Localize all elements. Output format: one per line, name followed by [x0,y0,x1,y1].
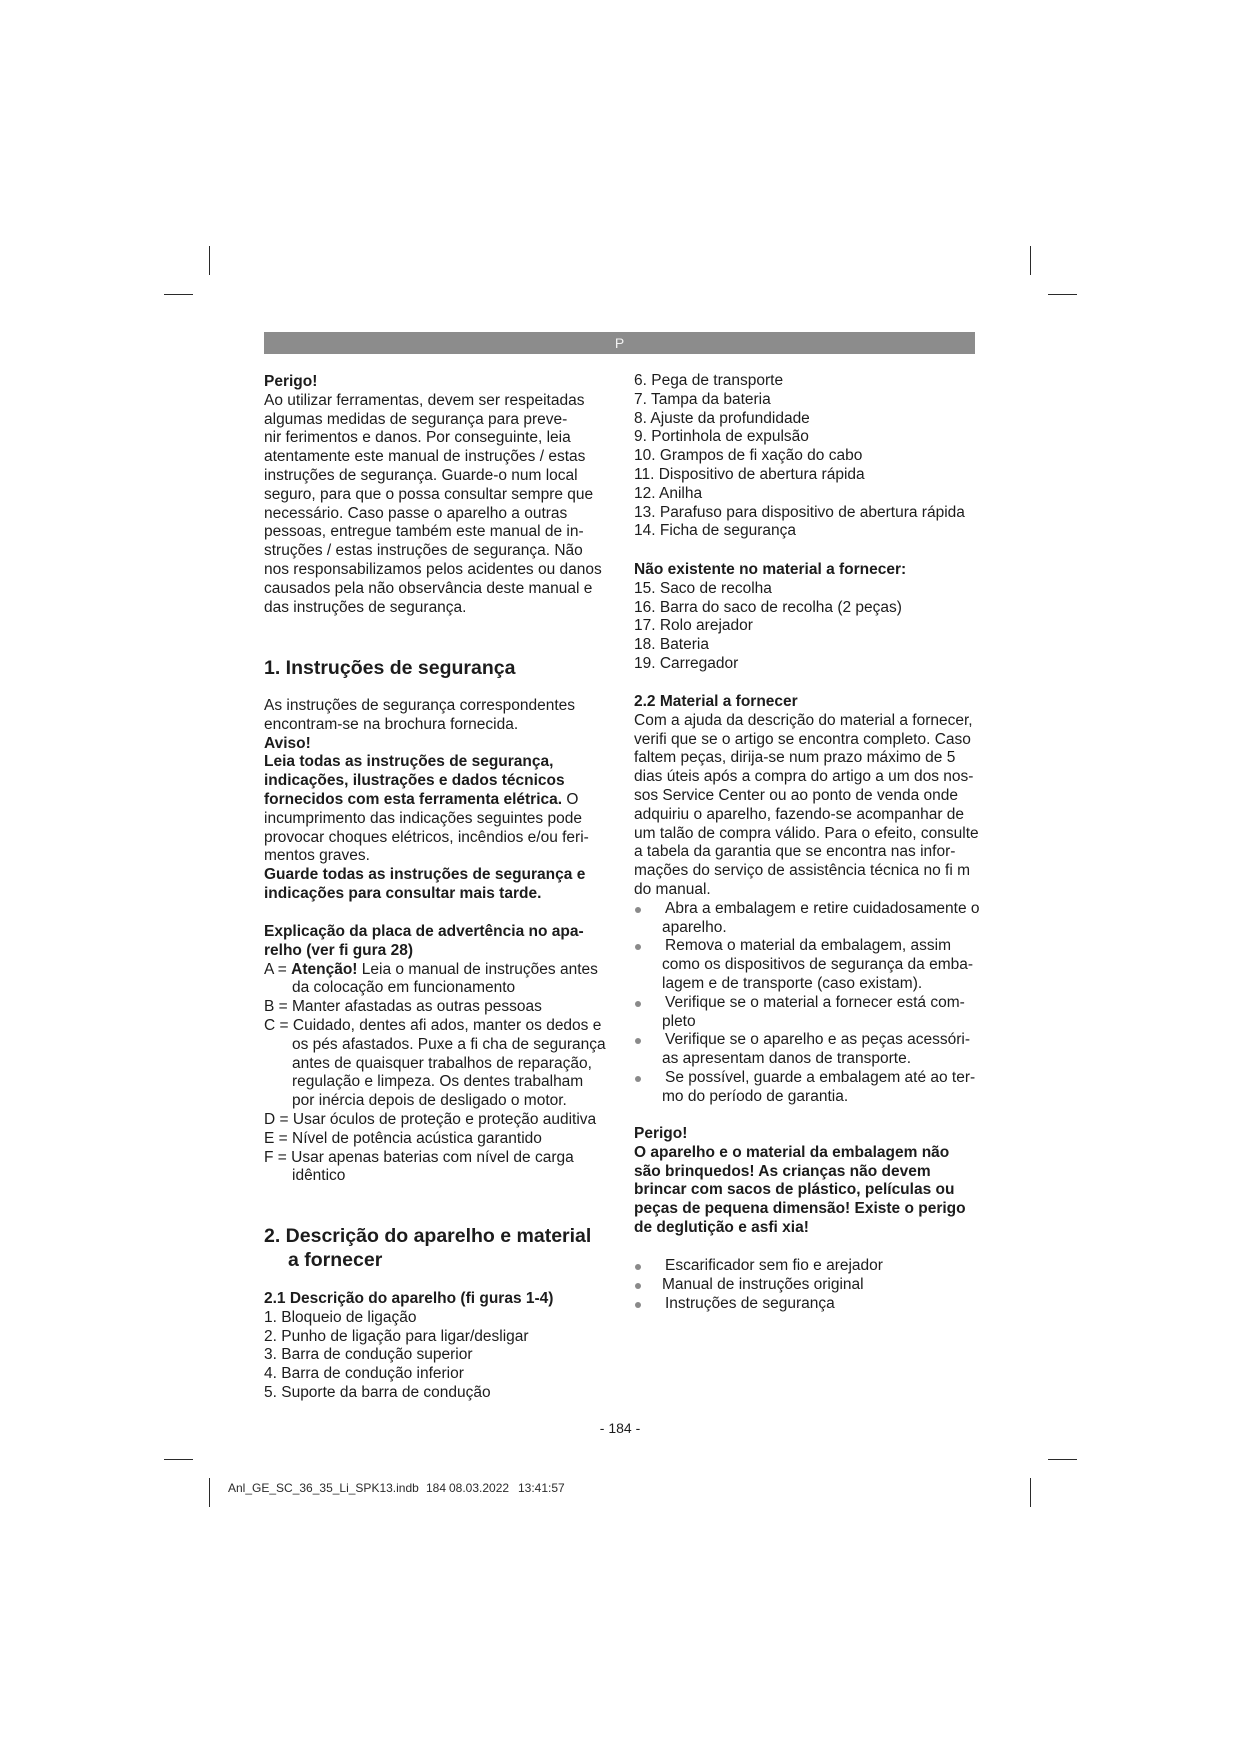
delivery-scope-line: verifi que se o artigo se encontra completo. Caso [634,730,971,748]
item-key: F = [264,1148,287,1166]
warning-text-line: incumprimento das indicações seguintes pode [264,809,582,827]
bullet-item [634,1257,883,1276]
safety-intro-line: encontram-se na brochura fornecida. [264,715,519,733]
bullet-icon [635,1264,641,1270]
not-included-item: 15. Saco de recolha [634,579,772,597]
bullet-text: Verifique se o aparelho e as peças acessóri- [665,1031,971,1049]
warning-text-line: mentos graves. [264,847,370,865]
part-list-item: 6. Pega de transporte [634,372,784,389]
item-key: D = [264,1110,289,1128]
section-2-heading-line: a fornecer [288,1248,383,1271]
item-text: idêntico [292,1167,346,1185]
not-included-item: 18. Bateria [634,636,709,654]
item-text: Leia o manual de instruções antes [361,960,598,978]
section-1-heading: 1. Instruções de segurança [264,657,516,679]
item-text: Usar óculos de proteção e proteção auditiva [292,1110,597,1128]
delivery-scope-line: adquiriu o aparelho, fazendo-se acompanhar de [634,805,965,823]
bullet-text: Abra a embalagem e retire cuidadosamente o [665,899,980,917]
warning-title: Aviso! [264,734,311,752]
bullet-text: aparelho. [662,918,727,936]
crop-mark-top-right-horizontal [1048,294,1077,295]
danger-packaging-line: brincar com sacos de plástico, películas ou [634,1181,955,1199]
item-key: A = [264,960,287,978]
part-list-item: 5. Suporte da barra de condução [264,1383,491,1401]
bullet-icon [635,1283,641,1289]
footer-file-name: Anl_GE_SC_36_35_Li_SPK13.indb [228,1481,419,1495]
bullet-icon [635,1302,641,1308]
safety-instructions [264,697,589,904]
part-list-item: 1. Bloqueio de ligação [264,1308,417,1326]
crop-mark-bottom-left-vertical [209,1478,210,1507]
item-key: C = [264,1016,289,1034]
danger-intro-line: struções / estas instruções de segurança. Não [264,542,583,560]
danger-intro-line: pessoas, entregue também este manual de in- [264,523,584,541]
part-list-item: 9. Portinhola de expulsão [634,428,809,446]
item-text: regulação e limpeza. Os dentes trabalham [292,1073,584,1091]
bullet-text: Verifique se o material a fornecer está com- [665,993,965,1011]
delivery-scope [634,693,980,1107]
not-included-item: 16. Barra do saco de recolha (2 peças) [634,598,902,616]
part-list-item: 8. Ajuste da profundidade [634,409,810,427]
part-list-item: 4. Barra de condução inferior [264,1365,464,1383]
bullet-item [634,1295,883,1314]
bullet-item [634,1276,883,1295]
part-list-item: 3. Barra de condução superior [264,1346,473,1364]
warning-bold-line: indicações, ilustrações e dados técnicos [264,772,565,790]
warning-plate-title: relho (ver fi gura 28) [264,941,414,959]
part-list-item: 14. Ficha de segurança [634,522,796,540]
page-number: - 184 - [599,1420,641,1436]
delivery-scope-line: faltem peças, dirija-se num prazo máximo de 5 [634,749,956,767]
bullet-item [634,937,980,993]
crop-mark-top-right-vertical [1030,246,1031,275]
part-list-item: 13. Parafuso para dispositivo de abertura rápida [634,503,965,521]
crop-mark-bottom-right-vertical [1030,1478,1031,1507]
bullet-item [634,900,980,938]
item-key: E = [264,1129,288,1147]
footer-page: 184 [426,1481,447,1495]
safety-intro-line: As instruções de segurança correspondentes [264,697,576,714]
delivery-scope-title: 2.2 Material a fornecer [634,693,798,710]
device-description [264,1290,553,1403]
warning-plate-explanation [264,923,606,1186]
delivery-scope-line: Com a ajuda da descrição do material a fornecer, [634,711,973,729]
danger-packaging-title: Perigo! [634,1125,688,1142]
bullet-icon [635,944,641,950]
bullet-item [634,1031,980,1069]
bullet-icon [635,1038,641,1044]
danger-intro-line: atentamente este manual de instruções / estas [264,448,586,466]
warning-bold-line: Leia todas as instruções de segurança, [264,753,554,771]
not-included-item: 19. Carregador [634,654,739,672]
item-text: antes de quaisquer trabalhos de reparação, [292,1054,592,1072]
part-list-item: 2. Punho de ligação para ligar/desligar [264,1327,529,1345]
not-included-list [634,561,906,674]
crop-mark-top-left-horizontal [164,294,193,295]
bullet-item [634,994,980,1032]
item-text: os pés afastados. Puxe a fi cha de segurança [292,1035,606,1053]
delivery-scope-line: do manual. [634,880,711,898]
danger-packaging-line: peças de pequena dimensão! Existe o perigo [634,1200,966,1218]
delivery-item: Escarificador sem fio e arejador [665,1257,883,1274]
danger-intro-line: necessário. Caso passe o aparelho a outras [264,504,568,522]
danger-packaging-line: O aparelho e o material da embalagem não [634,1143,950,1161]
item-text: Nível de potência acústica garantido [292,1129,542,1147]
bullet-text: lagem e de transporte (caso existam). [662,974,923,992]
delivery-scope-line: sos Service Center ou ao ponto de venda onde [634,786,959,804]
item-text: Cuidado, dentes afi ados, manter os dedos e [292,1016,602,1034]
warning-plate-item-a [264,961,606,980]
part-list-item: 11. Dispositivo de abertura rápida [634,465,865,483]
bullet-text: pleto [662,1012,696,1030]
keep-instructions-line: Guarde todas as instruções de segurança e [264,866,586,884]
part-list-item: 12. Anilha [634,484,703,502]
section-2-heading-line: 2. Descrição do aparelho e material [264,1225,592,1247]
warning-mixed-line [264,791,589,810]
danger-intro-line: instruções de segurança. Guarde-o num local [264,466,578,484]
bullet-text: como os dispositivos de segurança da emba- [662,956,974,974]
section-2-heading [264,1225,591,1272]
bullet-text: Se possível, guarde a embalagem até ao ter- [665,1068,976,1086]
part-list-item: 7. Tampa da bateria [634,390,771,408]
footer-time: 13:41:57 [518,1481,565,1495]
not-included-item: 17. Rolo arejador [634,617,753,635]
bullet-text: Remova o material da embalagem, assim [665,937,952,955]
item-text: Manter afastadas as outras pessoas [292,998,542,1016]
danger-packaging-line: são brinquedos! As crianças não devem [634,1162,931,1180]
bullet-text: as apresentam danos de transporte. [662,1050,912,1068]
bullet-icon [635,1076,641,1082]
keep-instructions-line: indicações para consultar mais tarde. [264,884,542,902]
warning-plate-item-f [264,1149,606,1168]
language-header-bar [264,332,975,354]
footer-date: 08.03.2022 [449,1481,510,1495]
danger-intro-line: das instruções de segurança. [264,598,467,616]
warning-plate-item-e [264,1130,606,1149]
danger-intro-line: nos responsabilizamos pelos acidentes ou danos [264,560,602,578]
danger-intro-line: Ao utilizar ferramentas, devem ser respeitadas [264,391,585,409]
bullet-icon [635,907,641,913]
danger-intro-line: algumas medidas de segurança para preve- [264,410,568,428]
not-included-title: Não existente no material a fornecer: [634,561,907,578]
warning-plate-item-c [264,1017,606,1036]
delivery-scope-line: dias úteis após a compra do artigo a um dos nos- [634,768,974,786]
crop-mark-top-left-vertical [209,246,210,275]
warning-bold-line: fornecidos com esta ferramenta elétrica. [264,790,563,808]
part-list-continued [634,372,965,541]
delivery-items-list [634,1257,883,1313]
danger-intro-title: Perigo! [264,373,318,390]
danger-packaging [634,1125,966,1238]
crop-mark-bottom-left-horizontal [164,1459,193,1460]
danger-intro-line: causados pela não observância deste manual e [264,579,593,597]
warning-plate-item-d [264,1111,606,1130]
item-text: Usar apenas baterias com nível de carga [291,1148,574,1166]
danger-intro-line: nir ferimentos e danos. Por conseguinte, leia [264,429,571,447]
warning-text-start: O [566,790,579,808]
delivery-scope-line: a tabela da garantia que se encontra nas infor- [634,843,956,861]
warning-plate-item-b [264,998,606,1017]
item-label: Atenção! [291,960,358,978]
delivery-scope-line: um talão de compra válido. Para o efeito, consulte [634,824,979,842]
warning-text-line: provocar choques elétricos, incêndios e/ou feri- [264,828,589,846]
part-list-item: 10. Grampos de fi xação do cabo [634,447,863,465]
bullet-item [634,1069,980,1107]
danger-intro-line: seguro, para que o possa consultar sempre que [264,485,594,503]
danger-intro [264,373,602,617]
item-key: B = [264,998,288,1016]
language-code: P [614,335,625,351]
warning-plate-title: Explicação da placa de advertência no apa- [264,923,584,940]
bullet-icon [635,1001,641,1007]
device-description-subheading: 2.1 Descrição do aparelho (fi guras 1-4) [264,1290,554,1307]
crop-mark-bottom-right-horizontal [1048,1459,1077,1460]
delivery-item: Manual de instruções original [662,1275,864,1293]
item-text: da colocação em funcionamento [292,979,516,997]
item-text: por inércia depois de desligado o motor. [292,1092,567,1110]
delivery-item: Instruções de segurança [665,1294,835,1312]
delivery-scope-line: mações do serviço de assistência técnica no fi m [634,862,970,880]
bullet-text: mo do período de garantia. [662,1087,849,1105]
danger-packaging-line: de deglutição e asfi xia! [634,1218,809,1236]
